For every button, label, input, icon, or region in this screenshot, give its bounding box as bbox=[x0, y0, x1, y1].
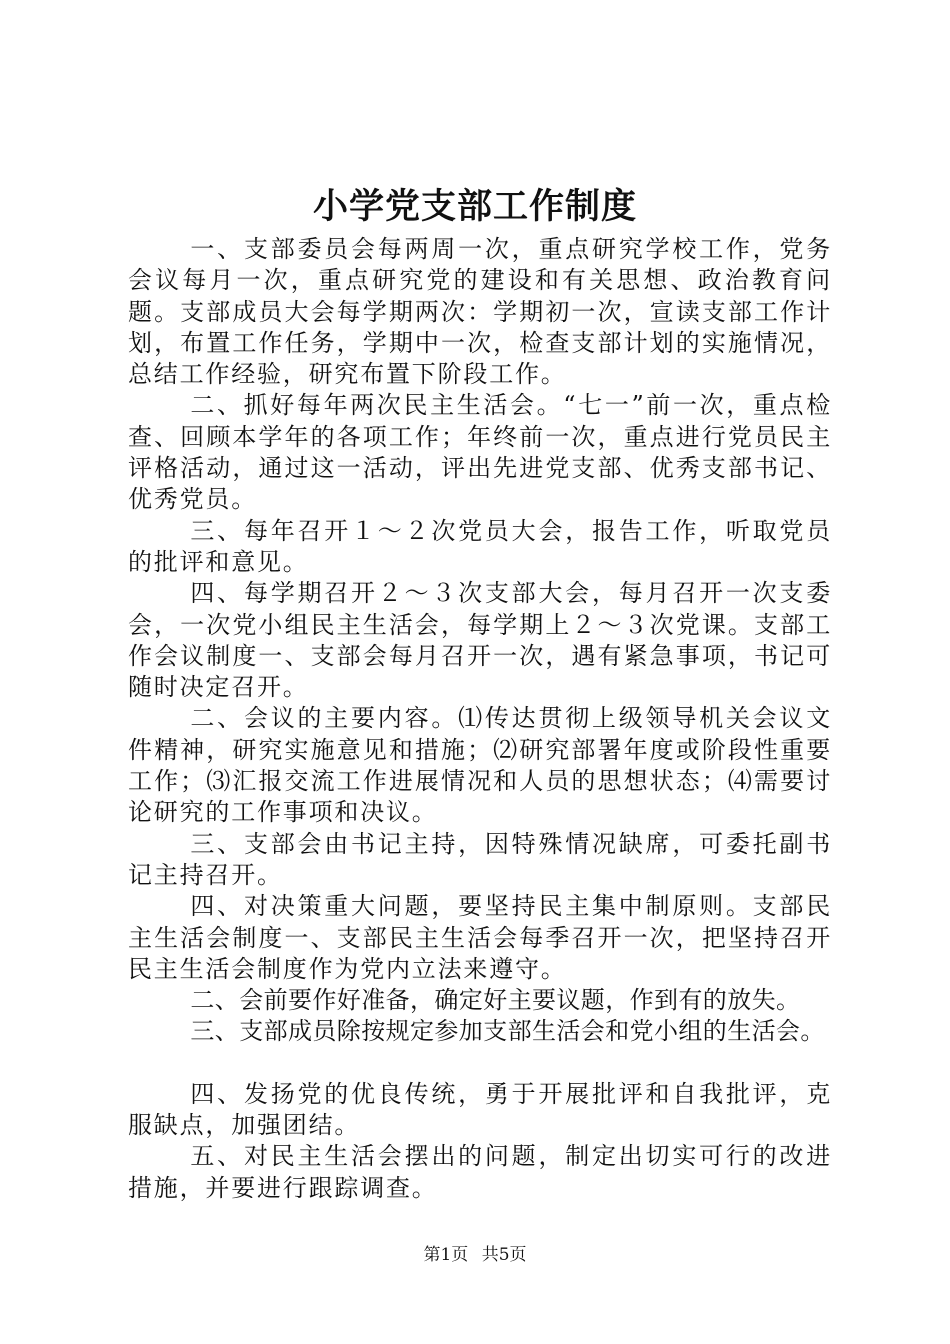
page-total: 共5页 bbox=[481, 1245, 527, 1265]
paragraph-2: 二、抓好每年两次民主生活会。“七一”前一次，重点检查、回顾本学年的各项工作；年终前一次，重点进行党员民主评格活动，通过这一活动，评出先进党支部、优秀支部书记、优秀党员。 bbox=[128, 391, 832, 514]
paragraph-11: 五、对民主生活会摆出的问题，制定出切实可行的改进措施，并要进行跟踪调查。 bbox=[128, 1142, 832, 1202]
blank-line bbox=[128, 1048, 832, 1079]
page-footer bbox=[0, 1243, 950, 1267]
paragraph-1: 一、支部委员会每两周一次，重点研究学校工作，党务会议每月一次，重点研究党的建设和有关思想、政治教育问题。支部成员大会每学期两次：学期初一次，宣读支部工作计划，布置工作任务，学期中一次，检查支部计划的实施情况，总结工作经验，研究布置下阶段工作。 bbox=[128, 235, 832, 389]
paragraph-3: 三、每年召开１～２次党员大会，报告工作，听取党员的批评和意见。 bbox=[128, 516, 832, 576]
paragraph-6: 三、支部会由书记主持，因特殊情况缺席，可委托副书记主持召开。 bbox=[128, 829, 832, 889]
paragraph-9: 三、支部成员除按规定参加支部生活会和党小组的生活会。 bbox=[190, 1017, 825, 1046]
paragraph-4: 四、每学期召开２～３次支部大会，每月召开一次支委会，一次党小组民主生活会，每学期上２～３次党课。支部工作会议制度一、支部会每月召开一次，遇有紧急事项，书记可随时决定召开。 bbox=[128, 579, 832, 702]
page-number: 第1页 bbox=[423, 1245, 469, 1265]
paragraph-10: 四、发扬党的优良传统，勇于开展批评和自我批评，克服缺点，加强团结。 bbox=[128, 1079, 832, 1140]
paragraph-7: 四、对决策重大问题，要坚持民主集中制原则。支部民主生活会制度一、支部民主生活会每季召开一次，把坚持召开民主生活会制度作为党内立法来遵守。 bbox=[128, 892, 832, 983]
document-body bbox=[128, 234, 832, 1204]
document-title: 小学党支部工作制度 bbox=[312, 186, 637, 227]
paragraph-8: 二、会前要作好准备，确定好主要议题，作到有的放失。 bbox=[190, 986, 801, 1015]
paragraph-5: 二、会议的主要内容。⑴传达贯彻上级领导机关会议文件精神，研究实施意见和措施；⑵研究部署年度或阶段性重要工作；⑶汇报交流工作进展情况和人员的思想状态；⑷需要讨论研究的工作事项和决议。 bbox=[128, 704, 832, 827]
